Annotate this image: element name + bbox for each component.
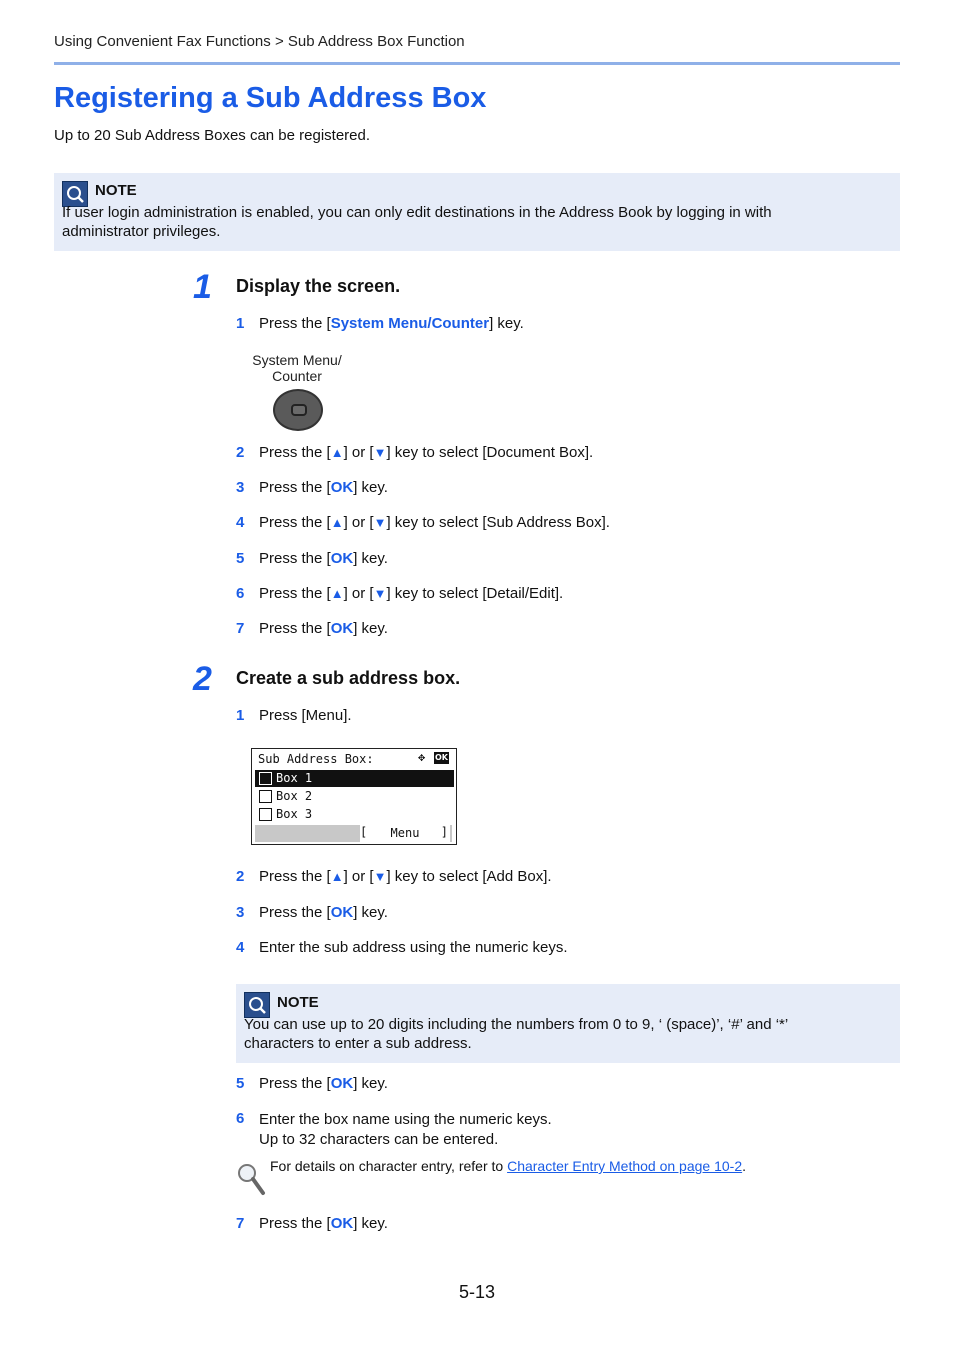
note-label: NOTE <box>277 994 319 1011</box>
substep-number: 2 <box>236 868 245 885</box>
substep-number: 1 <box>236 315 245 332</box>
substep-number: 7 <box>236 1215 245 1232</box>
substep-text: Enter the box name using the numeric keys. Up to 32 characters can be entered. <box>259 1111 552 1148</box>
down-arrow-icon: ▼ <box>373 586 387 601</box>
substep-number: 6 <box>236 1110 245 1127</box>
substep-text: Press the [OK] key. <box>259 620 388 637</box>
page-title: Registering a Sub Address Box <box>54 82 487 114</box>
substep-text: Press the [OK] key. <box>259 479 388 496</box>
up-arrow-icon: ▲ <box>330 445 344 460</box>
down-arrow-icon: ▼ <box>373 515 387 530</box>
substep-text: Press [Menu]. <box>259 707 352 724</box>
lcd-menu-softkey: [ Menu ] <box>360 825 448 840</box>
navigation-cross-icon: ✥ <box>418 750 426 764</box>
box-icon <box>259 790 272 803</box>
note-box <box>54 173 900 251</box>
substep-text: Press the [System Menu/Counter] key. <box>259 315 524 332</box>
lcd-list-item: Box 1 <box>255 770 454 787</box>
note-text: If user login administration is enabled, you can only edit destinations in the Address Book by logging in with administrator privileges. <box>62 204 772 240</box>
magnifier-icon <box>236 1162 266 1201</box>
note-box <box>236 984 900 1063</box>
step-number: 2 <box>193 660 212 698</box>
step-number: 1 <box>193 268 212 306</box>
system-menu-key-icon <box>273 389 323 431</box>
substep-number: 2 <box>236 444 245 461</box>
reference-text: For details on character entry, refer to Character Entry Method on page 10-2. <box>270 1158 746 1174</box>
header-rule <box>54 62 900 65</box>
up-arrow-icon: ▲ <box>330 515 344 530</box>
substep-text: Press the [▲] or [▼] key to select [Document Box]. <box>259 444 594 461</box>
lcd-screen <box>251 748 457 845</box>
box-icon <box>259 808 272 821</box>
substep-text: Press the [▲] or [▼] key to select [Detail/Edit]. <box>259 585 564 602</box>
note-text: You can use up to 20 digits including the numbers from 0 to 9, ‘ (space)’, ‘#’ and ‘*’ characters to enter a sub address. <box>244 1016 789 1052</box>
substep-number: 3 <box>236 479 245 496</box>
substep-number: 6 <box>236 585 245 602</box>
intro-text: Up to 20 Sub Address Boxes can be registered. <box>54 127 371 144</box>
down-arrow-icon: ▼ <box>373 869 387 884</box>
substep-text: Press the [OK] key. <box>259 1075 388 1092</box>
key-label: System Menu/ Counter <box>252 352 342 384</box>
step-title: Display the screen. <box>236 276 401 296</box>
note-label: NOTE <box>95 182 137 199</box>
breadcrumb: Using Convenient Fax Functions > Sub Address Box Function <box>54 33 465 50</box>
character-entry-link[interactable]: Character Entry Method on page 10-2 <box>507 1158 743 1174</box>
substep-number: 1 <box>236 707 245 724</box>
substep-text: Press the [▲] or [▼] key to select [Sub Address Box]. <box>259 514 610 531</box>
ok-icon: OK <box>435 753 448 762</box>
substep-number: 3 <box>236 904 245 921</box>
substep-number: 5 <box>236 550 245 567</box>
up-arrow-icon: ▲ <box>330 586 344 601</box>
lcd-list-item: Box 3 <box>255 806 454 823</box>
substep-number: 4 <box>236 514 245 531</box>
lcd-header: Sub Address Box: <box>258 752 374 766</box>
up-arrow-icon: ▲ <box>330 869 344 884</box>
substep-number: 5 <box>236 1075 245 1092</box>
substep-text: Press the [▲] or [▼] key to select [Add Box]. <box>259 868 552 885</box>
box-icon <box>259 772 272 785</box>
substep-text: Press the [OK] key. <box>259 550 388 567</box>
substep-number: 4 <box>236 939 245 956</box>
lcd-list-item: Box 2 <box>255 788 454 805</box>
substep-text: Press the [OK] key. <box>259 1215 388 1232</box>
down-arrow-icon: ▼ <box>373 445 387 460</box>
substep-number: 7 <box>236 620 245 637</box>
substep-text: Enter the sub address using the numeric keys. <box>259 939 568 956</box>
page-number: 5-13 <box>459 1282 496 1302</box>
substep-text: Press the [OK] key. <box>259 904 388 921</box>
step-title: Create a sub address box. <box>236 668 461 688</box>
